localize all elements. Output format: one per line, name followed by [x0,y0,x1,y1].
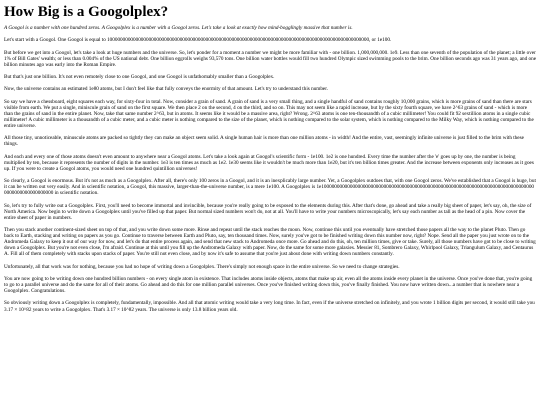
paragraph-atoms-writing: You are now going to be writing down one hundred billion numbers - on every single atom in existence. That includes atoms inside objects, atoms that make up air, even all the atoms inside every planet in the universe. Once you've done that, you're going to go to a parallel universe and do the same for all of their atoms. Go ahead and do this for one million parallel universes. Once you've finished writing down this, you've finally finished. You now have written down...a number that is nowhere near a Googolplex. Congratulations. [4,275,533,295]
paragraph-impossible: So obviously writing down a Googolplex is completely, fundamentally, impossible. And all that atomic writing would take a very long time. In fact, even if the universe stretched on infinitely, and you wrote 1 billion digits per second, it would still take you 3.17 × 10^82 years to write a Googolplex. That's 3.17 × 10^82 years. The universe is only 13.8 billion years old. [4,300,535,313]
paragraph-one-billion: But before we get into a Googol, let's take a look at huge numbers and the universe. So, let's ponder for a moment a number we might be more familiar with - one billion. 1,000,000,000. 1e9. Less than one seventh of the population of the planet; a little over 1% of Bill Gates' wealth; or less than 0.004% of the US national debt. One billion eggrolls weighs 93,570 tons. One billion water bottles would fill two hundred Olympic sized swimming pools to the brim. One billion seconds ago was 31 years ago, and one billion minutes ago was early into the Roman Empire. [4,49,536,68]
paragraph-scientific-form: And each and every one of those atoms doesn't even amount to anywhere near a Googol atoms. Let's take a look again at Googol's scientific form - 1e100. 1e2 is one hundred. Every time the number after the 'e' goes up by one, the number is being multiplied by ten, because it represents the number of digits in the number. 1e3 is ten times as much as 1e2. 1e30 seems like it wouldn't be much more than 1e20, but it's ten billion times greater. And the increase between exponents only increases as it goes up. If you were to create a Googol atoms, you would need one hundred quintillion universes! [4,153,534,172]
paragraph-googol-definition: Let's start with a Googol. One Googol is equal to 10000000000000000000000000000000000000000000000000000000000000000000000000000000000000000000000000000, or 1e100. [4,37,392,44]
paragraph-chessboard: So say we have a chessboard, eight squares each way, for sixty-four in total. Now, consider a grain of sand. A grain of sand is a very small thing, and a single handful of sand contains roughly 10,000 grains, which is more grains of sand than there are stars visible from earth. We put a single, miniscule grain of sand on the first square. We then place 2 on the second, 4 on the third, and so on. This may not seem like a rapid increase, but by the sixty fourth square, we have 2^63 grains of sand - which is more than the grains of sand in the entire planet. Now, take that same number 2^63, but in atoms. It seems like it would be a massive area, right? Wrong. 2^63 atoms is one ten-thousandth of a cubic millimeter! You could fit 92 sextillion atoms in a single cubic millimeter! A cubic millimeter is a thousandth of a cubic meter, and a cubic meter is nothing compared to the size of the planet, which is nothing compared to the solar system, which is nothing compared to the Milky Way, which is nothing compared to the entire universe. [4,98,534,129]
paragraph-write-out: So, let's try to fully write out a Googolplex. First, you'll need to become immortal and invincible, because you're really going to be exposed to the elements during this. After that's done, go ahead and take a really big sheet of paper, let's say, oh, the size of North America. Now begin to write down a Googolplex until you've filled up that paper. But normal sized numbers won't do, not at all. You'll have to write your numbers microscopically, let's say each number as tall as the head of a pin. Now cover the entire sheet of paper in numbers. [4,202,532,221]
paragraph-googolplex-notation: So clearly, a Googol is enormous. But it's not as much as a Googolplex. After all, there's only 100 zeros in a Googol, and it is an inexplicably large number. Yet, a Googolplex outdoes that, with one Googol zeros. We've established that a Googol is huge, but it can be written out very easily. And in scientific notation, a Googol, this massive, larger-than-the-universe number, is a mere 1e100. A Googolplex is 1e10000000000000000000000000000000000000000000000000000000000000000000000000000000000000000000000000000 in scientific notation. [4,178,536,197]
paragraph-stacking-paper: Then you stack another continent-sized sheet on top of that, and you write down some more. Rinse and repeat until the stack reaches the moon. Now, continue this until you eventually have stretched those papers all the way to the planet Pluto. Then go back to Earth, stacking and writing on papers as you go. Continue to traverse between Earth and Pluto, say, ten thousand times. Now, surely you've got to be finished writing down this number now, right? Nope. Send all the paper you just wrote on to the Andromeda Galaxy to keep it out of our way for now, and let's do that entire process again, and send that new stack to Andromeda once more. Go ahead and do this, oh, ten million times, give or take. Surely, all those numbers have got to be close to writing down a Googolplex. But you're not even close, I'm afraid. Continue at this until you fill up the Andromeda Galaxy with paper. Now, do the same for some more galaxies. Messier 81, Sombrero Galaxy, Whirlpool Galaxy, Triangulum Galaxy, and Centaurus A. Fill all of them completely with stacks upon stacks of paper. You're still not even close, and by now it's safe to assume that you're just about done with writing down numbers constantly. [4,227,536,258]
paragraph-tiny-atoms: All those tiny, unnoticeable, minuscule atoms are packed so tightly they can make an object seem solid. A single human hair is more than one million atoms - in width! And the entire, vast, seemingly infinite universe is just filled to the brim with these things. [4,135,524,148]
page-title: How Big is a Googolplex? [4,4,169,20]
page-subtitle: A Googol is a number with one hundred zeros. A Googolplex is a number with a Googol zeros. Let's take a look at exactly how mind-bogglingly massive that number is. [4,25,353,31]
paragraph-change-strategies: Unfortunately, all that work was for nothing, because you had no hope of writing down a Googolplex. There's simply not enough space in the entire universe. So we need to change strategies. [4,263,400,270]
paragraph-just-one-billion: But that's just one billion. It's not even remotely close to one Googol, and one Googol is unfathomably smaller than a Googolplex. [4,74,275,81]
paragraph-universe-atoms: Now, the universe contains an estimated 1e80 atoms, but I don't feel like that fully conveys the enormity of that amount. Let's try to understand this number. [4,86,328,93]
